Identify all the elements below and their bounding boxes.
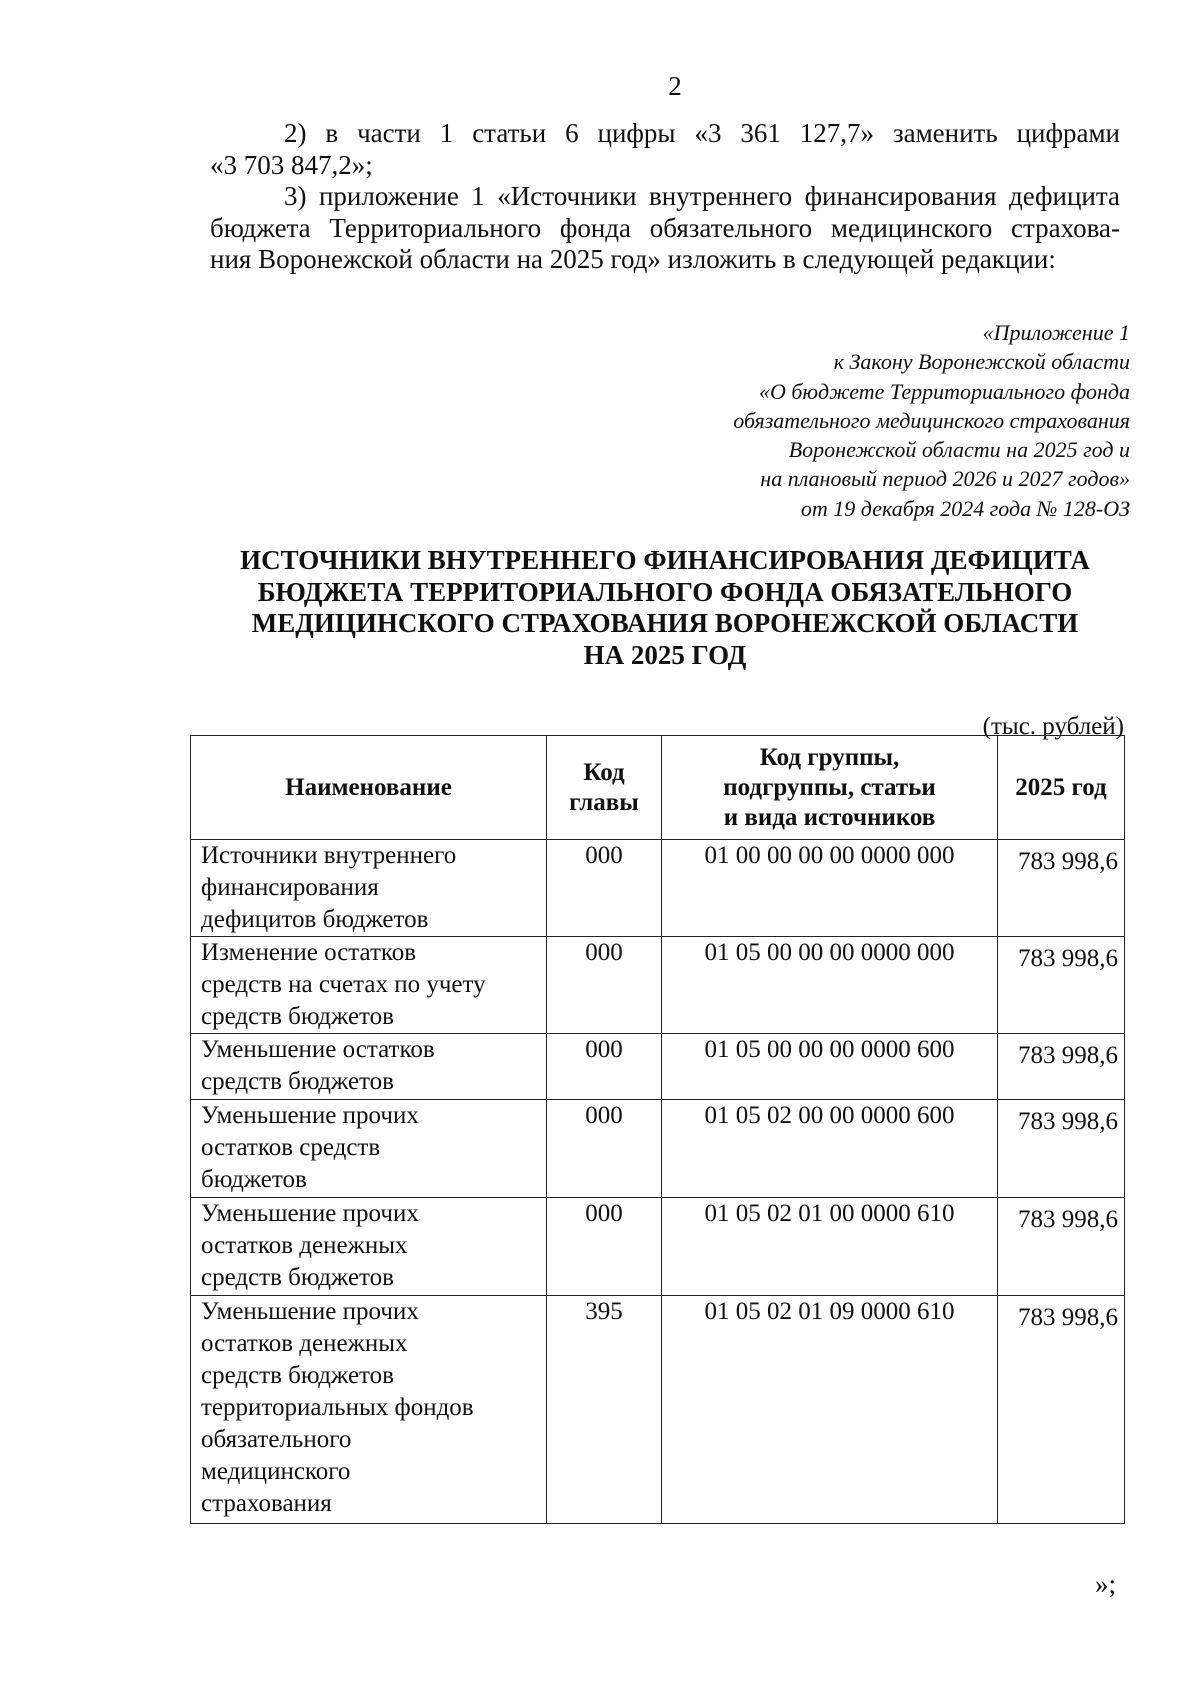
row-name-line: средств бюджетов [201,1068,394,1095]
row-name-line: средств бюджетов [201,1264,394,1291]
table-row [191,1100,1125,1198]
item-2-line-2: «3 703 847,2»; [210,149,373,180]
appendix-note-line: от 19 декабря 2024 года № 128-ОЗ [800,495,1130,521]
row-amount: 783 998,6 [998,840,1125,937]
item-3-line-3: ния Воронежской области на 2025 год» изложить в следующей редакции: [210,244,1056,274]
appendix-note-line: на плановый период 2026 и 2027 годов» [760,466,1130,492]
row-name-line: остатков средств [201,1134,381,1161]
table-row [191,1296,1125,1524]
item-2-line-1: 2) в части 1 статьи 6 цифры «3 361 127,7» заменить цифрами [284,118,1120,148]
row-source-code: 01 00 00 00 00 0000 000 [662,840,998,937]
row-name-line: Уменьшение прочих [201,1200,419,1227]
body-text [210,118,1120,276]
row-name-line: остатков денежных [201,1232,408,1259]
units-label: (тыс. рублей) [982,713,1124,740]
row-amount: 783 998,6 [998,1198,1125,1296]
row-name-line: территориальных фондов [201,1394,474,1421]
row-name-line: бюджетов [201,1166,307,1193]
row-source-code: 01 05 00 00 00 0000 000 [662,937,998,1034]
row-chapter-code: 000 [547,1198,662,1296]
header-year [998,736,1125,840]
row-name-line: средств бюджетов [201,1362,394,1389]
row-chapter-code: 000 [547,840,662,937]
row-name-line: Уменьшение остатков [201,1036,435,1063]
row-source-code: 01 05 02 01 09 0000 610 [662,1296,998,1524]
table-row [191,937,1125,1034]
table-row [191,1198,1125,1296]
row-name [191,1034,547,1100]
row-name [191,1198,547,1296]
closing-quote: »; [1094,1569,1116,1599]
row-name [191,1100,547,1198]
header-group-code [662,736,998,840]
item-3-line-1: 3) приложение 1 «Источники внутреннего финансирования дефицита [284,181,1120,211]
header-chapter-code-line: Код [583,758,625,786]
table-row [191,840,1125,937]
row-name-line: обязательного [201,1426,352,1453]
title-line: МЕДИЦИНСКОГО СТРАХОВАНИЯ ВОРОНЕЖСКОЙ ОБЛАСТИ [251,608,1079,638]
row-source-code: 01 05 02 00 00 0000 600 [662,1100,998,1198]
row-chapter-code: 000 [547,1100,662,1198]
document-title [200,545,1130,671]
row-amount: 783 998,6 [998,937,1125,1034]
row-name [191,1296,547,1524]
title-line: БЮДЖЕТА ТЕРРИТОРИАЛЬНОГО ФОНДА ОБЯЗАТЕЛЬНОГО [257,576,1073,607]
appendix-note-line: Воронежской области на 2025 год и [788,437,1130,463]
item-3-line-2: бюджета Территориального фонда обязательного медицинского страхова- [210,212,1120,243]
title-line: НА 2025 ГОД [583,639,747,670]
row-name-line: дефицитов бюджетов [201,906,429,933]
sources-table [190,735,1125,1524]
row-name [191,840,547,937]
row-amount: 783 998,6 [998,1100,1125,1198]
appendix-note-line: «Приложение 1 [982,320,1130,345]
row-source-code: 01 05 00 00 00 0000 600 [662,1034,998,1100]
row-name-line: страхования [201,1490,332,1517]
row-name-line: медицинского [201,1458,351,1485]
appendix-note-line: к Закону Воронежской области [833,349,1130,375]
row-chapter-code: 000 [547,937,662,1034]
header-chapter-code-line: главы [569,788,639,816]
row-source-code: 01 05 02 01 00 0000 610 [662,1198,998,1296]
page-number: 2 [668,71,682,101]
appendix-note [733,318,1130,523]
header-group-code-line: Код группы, [759,743,900,771]
row-name-line: средств на счетах по учету [201,971,486,998]
header-name [191,736,547,840]
row-chapter-code: 395 [547,1296,662,1524]
row-name-line: Источники внутреннего [201,842,457,869]
row-name-line: средств бюджетов [201,1003,394,1030]
row-amount: 783 998,6 [998,1034,1125,1100]
header-group-code-line: подгруппы, статьи [723,773,936,801]
row-chapter-code: 000 [547,1034,662,1100]
row-name-line: финансирования [201,874,379,901]
header-name-text: Наименование [285,773,452,801]
row-name-line: Изменение остатков [201,939,417,966]
header-chapter-code [547,736,662,840]
title-line: ИСТОЧНИКИ ВНУТРЕННЕГО ФИНАНСИРОВАНИЯ ДЕФИЦИТА [240,545,1090,575]
row-amount: 783 998,6 [998,1296,1125,1524]
table-row [191,1034,1125,1100]
appendix-note-line: обязательного медицинского страхования [733,407,1130,433]
row-name-line: Уменьшение прочих [201,1298,419,1325]
header-year-text: 2025 год [1015,773,1107,801]
table-header-row [191,736,1125,840]
row-name [191,937,547,1034]
appendix-note-line: «О бюджете Территориального фонда [759,378,1130,404]
row-name-line: Уменьшение прочих [201,1102,419,1129]
header-group-code-line: и вида источников [723,803,936,831]
row-name-line: остатков денежных [201,1330,408,1357]
